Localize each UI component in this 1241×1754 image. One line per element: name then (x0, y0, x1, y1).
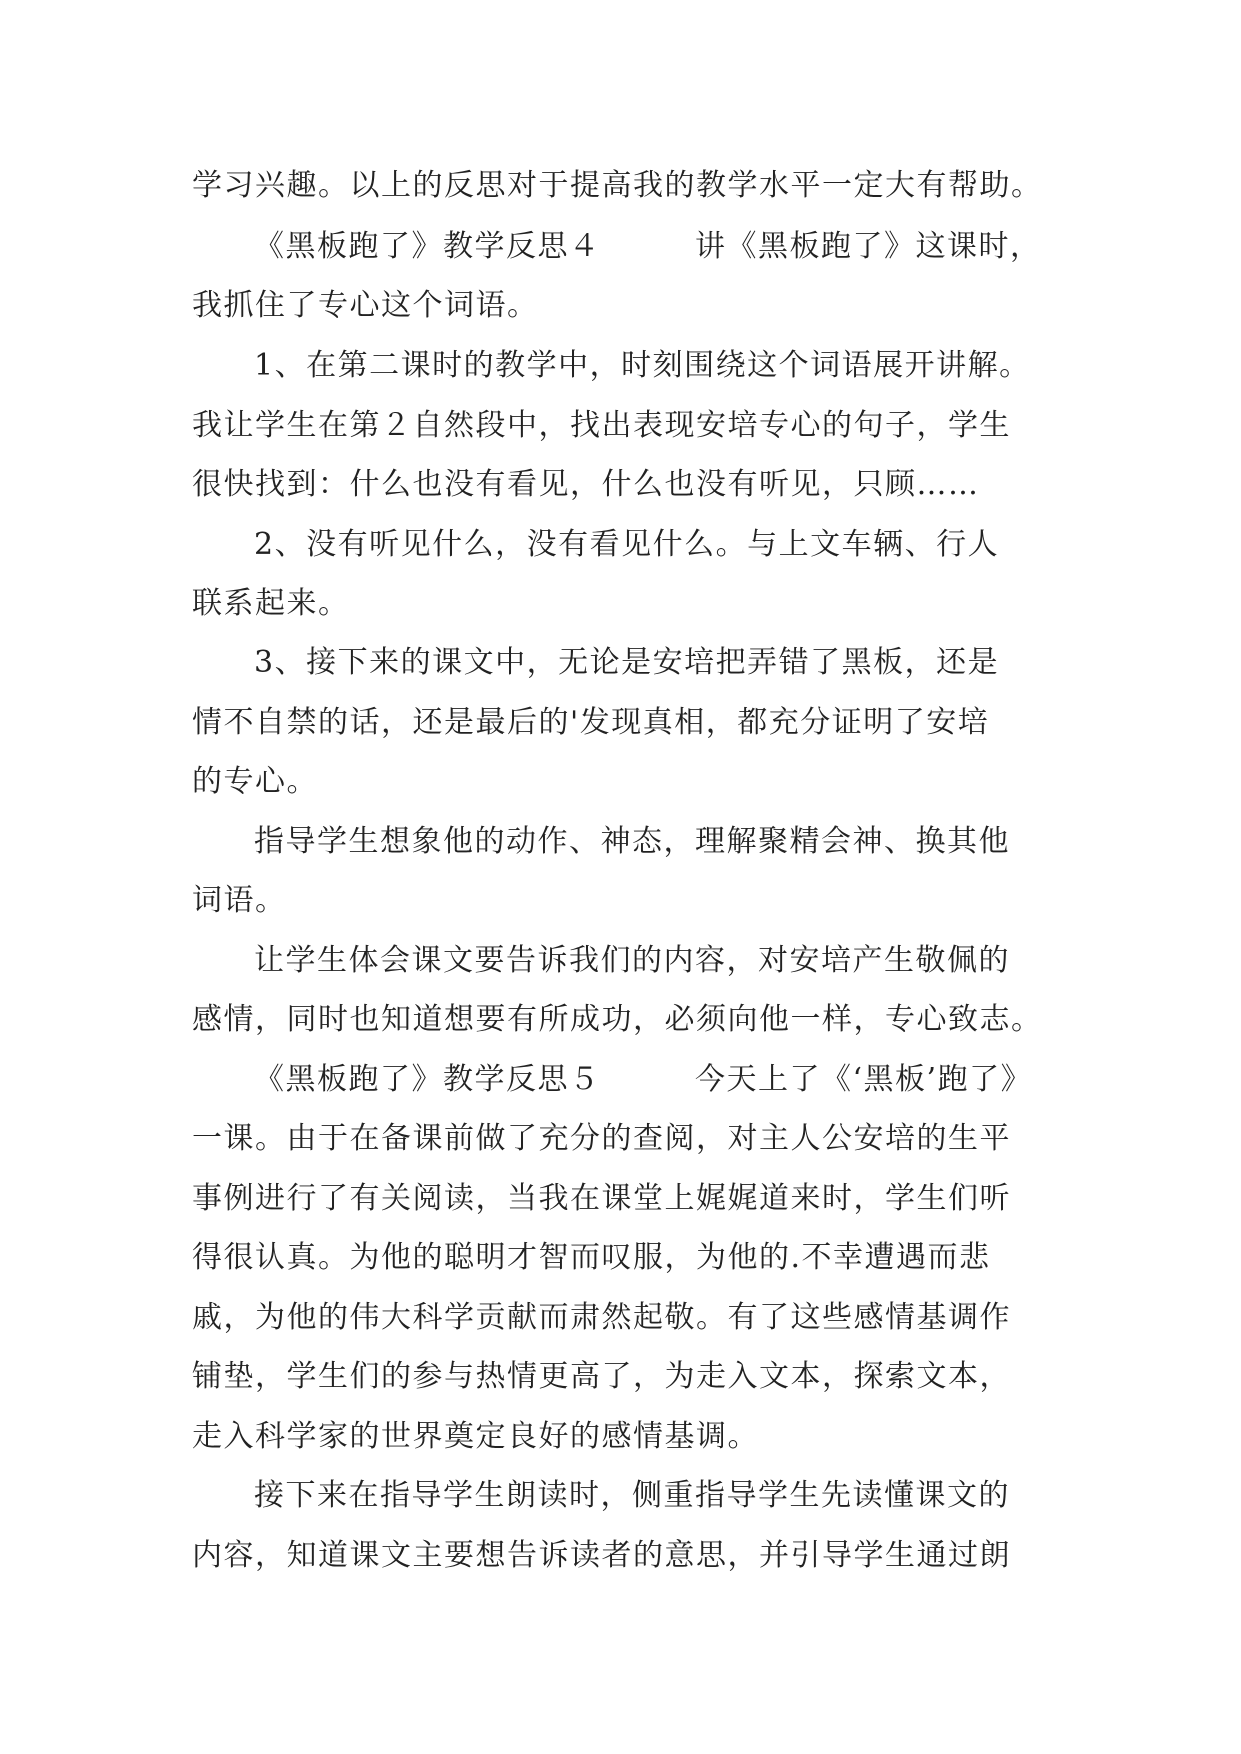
text-line: 走入科学家的世界奠定良好的感情基调。 (192, 1419, 759, 1454)
text-line: 我让学生在第２自然段中，找出表现安培专心的句子，学生 (192, 408, 1011, 443)
paragraph-line: 指导学生想象他的动作、神态，理解聚精会神、换其他 (254, 824, 1010, 859)
section-heading-line: 《黑板跑了》教学反思４ 讲《黑板跑了》这课时， (254, 229, 1042, 264)
list-item-line: 3、接下来的课文中，无论是安培把弄错了黑板，还是 (254, 645, 1000, 680)
paragraph-line: 让学生体会课文要告诉我们的内容，对安培产生敬佩的 (254, 943, 1010, 978)
text-line: 内容，知道课文主要想告诉读者的意思，并引导学生通过朗 (192, 1538, 1011, 1573)
list-item-line: 1、在第二课时的教学中，时刻围绕这个词语展开讲解。 (254, 348, 1031, 383)
text-line: 联系起来。 (192, 586, 350, 621)
section-heading-line: 《黑板跑了》教学反思５ 今天上了《‘黑板’跑了》 (254, 1062, 1033, 1097)
text-line: 的专心。 (192, 764, 318, 799)
text-line: 铺垫，学生们的参与热情更高了，为走入文本，探索文本， (192, 1359, 1011, 1394)
paragraph-line: 接下来在指导学生朗读时，侧重指导学生先读懂课文的 (254, 1478, 1010, 1513)
list-item-line: 2、没有听见什么，没有看见什么。与上文车辆、行人 (254, 527, 1000, 562)
text-line: 很快找到：什么也没有看见，什么也没有听见，只顾…… (192, 467, 980, 502)
text-line: 学习兴趣。以上的反思对于提高我的教学水平一定大有帮助。 (192, 168, 1043, 203)
text-line: 一课。由于在备课前做了充分的查阅，对主人公安培的生平 (192, 1121, 1011, 1156)
text-line: 我抓住了专心这个词语。 (192, 288, 539, 323)
text-line: 得很认真。为他的聪明才智而叹服，为他的.不幸遭遇而悲 (192, 1240, 991, 1275)
text-line: 词语。 (192, 883, 287, 918)
text-line: 戚，为他的伟大科学贡献而肃然起敬。有了这些感情基调作 (192, 1300, 1011, 1335)
text-line: 事例进行了有关阅读，当我在课堂上娓娓道来时，学生们听 (192, 1181, 1011, 1216)
text-line: 感情，同时也知道想要有所成功，必须向他一样，专心致志。 (192, 1002, 1043, 1037)
text-line: 情不自禁的话，还是最后的'发现真相，都充分证明了安培 (192, 705, 990, 740)
